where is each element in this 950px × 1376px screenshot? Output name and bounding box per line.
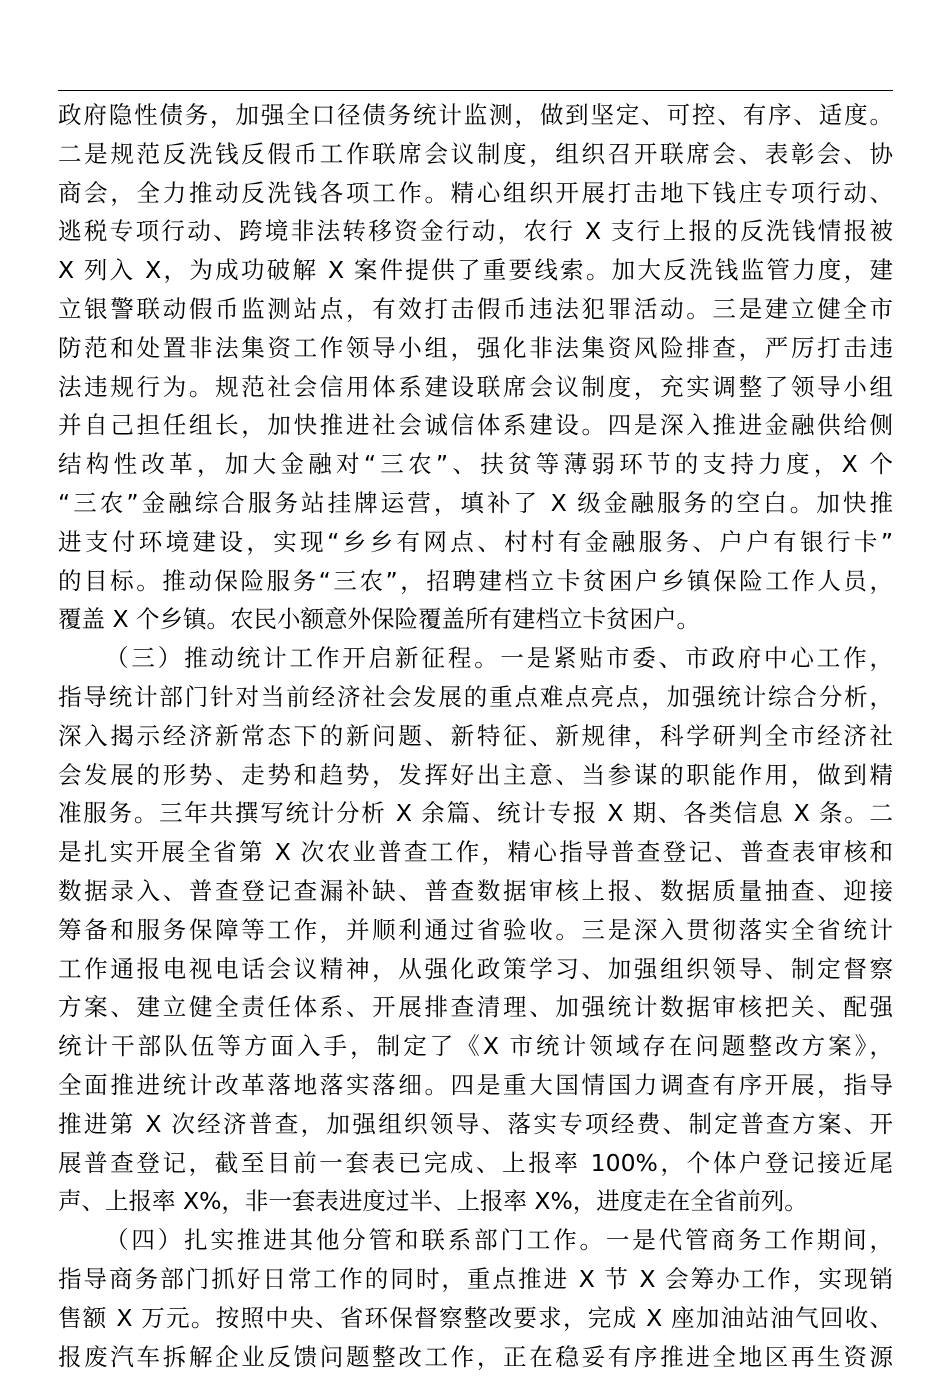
section-heading-4: （四）扎实推进其他分管和联系部门工作。一是代管商务工作期间，: [58, 1221, 893, 1260]
text-line-21: 数据录入、普查登记查漏补缺、普查数据审核上报、数据质量抽查、迎接: [58, 872, 893, 911]
text-line-26: 全面推进统计改革落地落实落细。四是重大国情国力调查有序开展，指导: [58, 1066, 893, 1105]
text-line-33: 报废汽车拆解企业反馈问题整改工作，正在稳妥有序推进全地区再生资源: [58, 1338, 893, 1376]
text-line-16: 指导统计部门针对当前经济社会发展的重点难点亮点，加强统计综合分析，: [58, 678, 893, 717]
text-line-12: 进支付环境建设，实现“乡乡有网点、村村有金融服务、户户有银行卡”: [58, 523, 893, 562]
text-line-24: 方案、建立健全责任体系、开展排查清理、加强统计数据审核把关、配强: [58, 988, 893, 1027]
text-line-2: 二是规范反洗钱反假币工作联席会议制度，组织召开联席会、表彰会、协: [58, 135, 893, 174]
text-line-19: 准服务。三年共撰写统计分析 X 余篇、统计专报 X 期、各类信息 X 条。二: [58, 794, 893, 833]
body-text: [58, 96, 893, 1376]
text-line-25: 统计干部队伍等方面入手，制定了《X 市统计领域存在问题整改方案》，: [58, 1027, 893, 1066]
text-line-17: 深入揭示经济新常态下的新问题、新特征、新规律，科学研判全市经济社: [58, 717, 893, 756]
text-line-13: 的目标。推动保险服务“三农”，招聘建档立卡贫困户乡镇保险工作人员，: [58, 562, 893, 601]
text-line-5: X 列入 X，为成功破解 X 案件提供了重要线索。加大反洗钱监管力度，建: [58, 251, 893, 290]
text-line-22: 筹备和服务保障等工作，并顺利通过省验收。三是深入贯彻落实全省统计: [58, 911, 893, 950]
text-line-11: “三农”金融综合服务站挂牌运营，填补了 X 级金融服务的空白。加快推: [58, 484, 893, 523]
text-line-1: 政府隐性债务，加强全口径债务统计监测，做到坚定、可控、有序、适度。: [58, 96, 893, 135]
text-line-9: 并自己担任组长，加快推进社会诚信体系建设。四是深入推进金融供给侧: [58, 406, 893, 445]
text-line-18: 会发展的形势、走势和趋势，发挥好出主意、当参谋的职能作用，做到精: [58, 756, 893, 795]
text-line-27: 推进第 X 次经济普查，加强组织领导、落实专项经费、制定普查方案、开: [58, 1105, 893, 1144]
text-line-28: 展普查登记，截至目前一套表已完成、上报率 100%，个体户登记接近尾: [58, 1144, 893, 1183]
text-line-4: 逃税专项行动、跨境非法转移资金行动，农行 X 支行上报的反洗钱情报被: [58, 212, 893, 251]
header-rule: [58, 90, 893, 91]
text-line-31: 指导商务部门抓好日常工作的同时，重点推进 X 节 X 会筹办工作，实现销: [58, 1260, 893, 1299]
text-line-10: 结构性改革，加大金融对“三农”、扶贫等薄弱环节的支持力度，X 个: [58, 445, 893, 484]
text-line-20: 是扎实开展全省第 X 次农业普查工作，精心指导普查登记、普查表审核和: [58, 833, 893, 872]
text-line-8: 法违规行为。规范社会信用体系建设联席会议制度，充实调整了领导小组: [58, 368, 893, 407]
text-line-23: 工作通报电视电话会议精神，从强化政策学习、加强组织领导、制定督察: [58, 950, 893, 989]
text-line-3: 商会，全力推动反洗钱各项工作。精心组织开展打击地下钱庄专项行动、: [58, 174, 893, 213]
text-line-32: 售额 X 万元。按照中央、省环保督察整改要求，完成 X 座加油站油气回收、: [58, 1299, 893, 1338]
text-line-29: 声、上报率 X%，非一套表进度过半、上报率 X%，进度走在全省前列。: [58, 1182, 893, 1221]
text-line-6: 立银警联动假币监测站点，有效打击假币违法犯罪活动。三是建立健全市: [58, 290, 893, 329]
text-line-14: 覆盖 X 个乡镇。农民小额意外保险覆盖所有建档立卡贫困户。: [58, 600, 893, 639]
section-heading-3: （三）推动统计工作开启新征程。一是紧贴市委、市政府中心工作，: [58, 639, 893, 678]
text-line-7: 防范和处置非法集资工作领导小组，强化非法集资风险排查，严厉打击违: [58, 329, 893, 368]
